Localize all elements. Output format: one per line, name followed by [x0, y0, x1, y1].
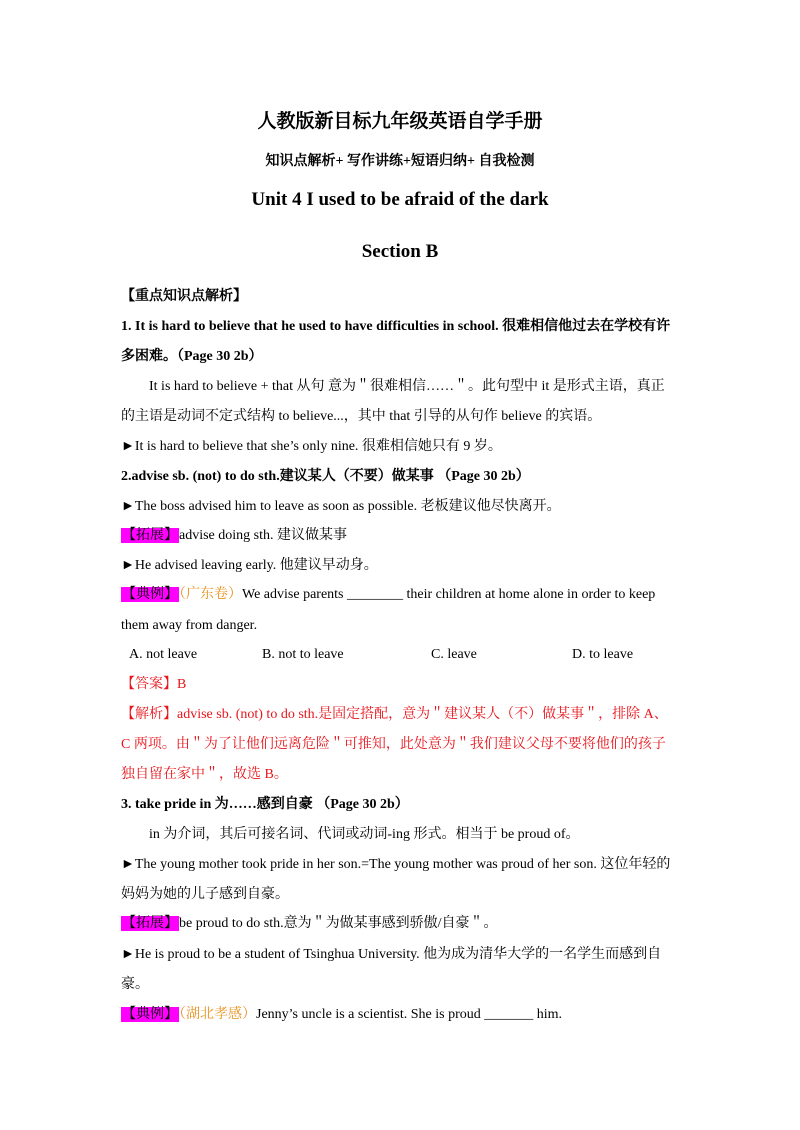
- point-3-source: （湖北孝感）: [179, 1007, 256, 1022]
- section-heading: 【重点知识点解析】: [121, 289, 247, 304]
- point-3-example-line-2: 妈妈为她的儿子感到自豪。: [121, 887, 289, 902]
- point-2-extend: [121, 526, 683, 546]
- extend-tag: 【拓展】: [122, 528, 178, 543]
- point-3-body: in 为介词，其后可接名词、代词或动词-ing 形式。相当于 be proud of。: [149, 827, 580, 842]
- point-2-source: （广东卷）: [179, 587, 242, 602]
- point-2-question-line-1: [121, 585, 683, 605]
- point-3-extend-example-line-1: ►He is proud to be a student of Tsinghua University. 他为成为清华大学的一名学生而感到自: [121, 947, 662, 962]
- option-b: B. not to leave: [262, 647, 344, 662]
- point-2-example: ►The boss advised him to leave as soon as possible. 老板建议他尽快离开。: [121, 499, 561, 514]
- point-2-explain-line-2: C 两项。由＂为了让他们远离危险＂可推知，此处意为＂我们建议父母不要将他们的孩子: [121, 737, 666, 752]
- point-3-extend-example-line-2: 豪。: [121, 977, 149, 992]
- extend-tag: 【拓展】: [122, 916, 178, 931]
- document-subtitle: 知识点解析+ 写作讲练+短语归纳+ 自我检测: [265, 154, 535, 169]
- point-1-body-line-2: 的主语是动词不定式结构 to believe...，其中 that 引导的从句作 believe 的宾语。: [121, 409, 602, 424]
- document-title: 人教版新目标九年级英语自学手册: [257, 111, 543, 132]
- point-2-answer: 【答案】B: [121, 677, 187, 692]
- point-2-extend-example: ►He advised leaving early. 他建议早动身。: [121, 558, 378, 573]
- point-1-title-line-1: 1. It is hard to believe that he used to have difficulties in school. 很难相信他过去在学校有许: [121, 319, 671, 334]
- point-3-question-text: Jenny’s uncle is a scientist. She is proud _______ him.: [256, 1007, 563, 1022]
- point-2-explain-line-1: 【解析】advise sb. (not) to do sth.是固定搭配，意为＂建议某人（不）做某事＂，排除 A、: [121, 707, 668, 722]
- point-1-example: ►It is hard to believe that she’s only nine. 很难相信她只有 9 岁。: [121, 439, 502, 454]
- point-3-extend: [121, 914, 683, 934]
- point-3-title: 3. take pride in 为……感到自豪 （Page 30 2b）: [121, 797, 409, 812]
- point-2-title: 2.advise sb. (not) to do sth.建议某人（不要）做某事 （Page 30 2b）: [121, 469, 530, 484]
- point-3-extend-text: be proud to do sth.意为＂为做某事感到骄傲/自豪＂。: [179, 916, 498, 931]
- point-1-body-line-1: It is hard to believe + that 从句 意为＂很难相信……＂。此句型中 it 是形式主语，真正: [149, 379, 665, 394]
- section-title: Section B: [361, 241, 439, 262]
- point-2-extend-text: advise doing sth. 建议做某事: [179, 528, 347, 543]
- point-3-question: [121, 1005, 683, 1025]
- option-d: D. to leave: [572, 647, 634, 662]
- option-a: A. not leave: [129, 647, 198, 662]
- example-tag: 【典例】: [122, 1007, 178, 1022]
- point-2-question-line-2: them away from danger.: [121, 618, 258, 633]
- unit-title: Unit 4 I used to be afraid of the dark: [251, 189, 549, 210]
- point-3-example-line-1: ►The young mother took pride in her son.=The young mother was proud of her son. 这位年轻的: [121, 857, 671, 872]
- point-1-title-line-2: 多困难。（Page 30 2b）: [121, 349, 263, 364]
- example-tag: 【典例】: [122, 587, 178, 602]
- point-2-explain-line-3: 独自留在家中＂，故选 B。: [121, 767, 288, 782]
- option-c: C. leave: [431, 647, 477, 662]
- point-2-question-text: We advise parents ________ their children at home alone in order to keep: [242, 587, 656, 602]
